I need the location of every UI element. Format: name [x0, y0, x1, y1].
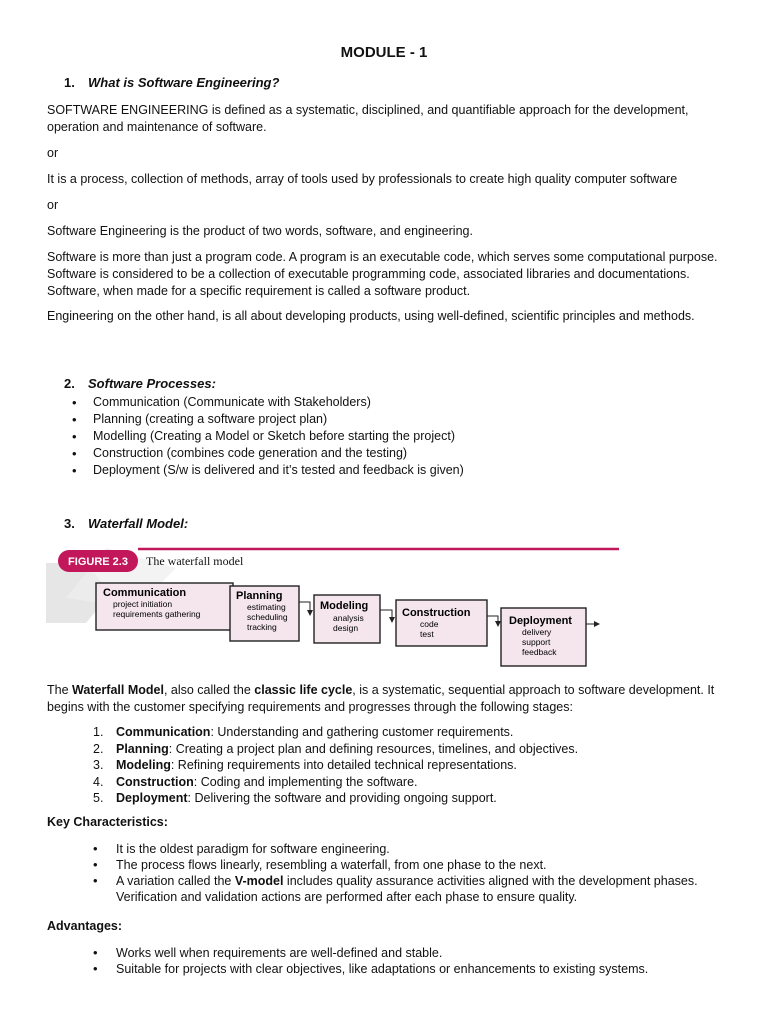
construction-box-line: test — [420, 629, 434, 639]
waterfall-figure — [46, 538, 621, 673]
process-paragraph: It is a process, collection of methods, array of tools used by professionals to create high quality computer software — [47, 172, 678, 186]
construction-box-line: code — [420, 619, 439, 629]
page-title: MODULE - 1 — [340, 44, 428, 61]
key-characteristics-list — [93, 841, 743, 905]
communication-box-line: requirements gathering — [113, 609, 201, 619]
list-item: 4. Construction: Coding and implementing the software. — [93, 774, 418, 789]
stages-list — [93, 724, 578, 807]
software-paragraph: Software is more than just a program code. A program is an executable code, which serves some computational purpose. Software is considered to be a collection of executable programming code, associated libraries and documentations. Software, when made for a specific requirement is called a software product. — [47, 250, 718, 298]
modeling-box-line: analysis — [333, 613, 364, 623]
planning-box-line: tracking — [247, 622, 277, 632]
waterfall-model-term: Waterfall Model — [72, 683, 164, 697]
section-2-heading — [64, 376, 216, 391]
classic-life-cycle-term: classic life cycle — [254, 683, 353, 697]
construction-box-title: Construction — [402, 607, 471, 619]
list-item: 3. Modeling: Refining requirements into detailed technical representations. — [93, 758, 517, 772]
or-separator-2: or — [47, 198, 59, 212]
key-characteristics-heading: Key Characteristics: — [47, 815, 168, 829]
list-item: • Works well when requirements are well-defined and stable. — [93, 945, 743, 961]
list-item: 2. Planning: Creating a project plan and defining resources, timelines, and objectives. — [93, 741, 579, 756]
communication-box-line: project initiation — [113, 599, 173, 609]
advantages-list — [93, 945, 743, 977]
planning-box-line: scheduling — [247, 612, 288, 622]
modeling-box-line: design — [333, 623, 359, 633]
advantages-heading: Advantages: — [47, 919, 123, 933]
figure-caption: The waterfall model — [146, 554, 244, 568]
list-item: • Planning (creating a software project plan) — [72, 411, 464, 428]
communication-box-title: Communication — [103, 587, 187, 599]
list-item: • Deployment (S/w is delivered and it’s tested and feedback is given) — [72, 462, 464, 479]
deployment-box-line: support — [522, 637, 551, 647]
list-item: • Construction (combines code generation and the testing) — [72, 445, 464, 462]
planning-box-title: Planning — [236, 590, 283, 602]
section-1-number: 1. — [64, 75, 75, 90]
process-list — [72, 394, 464, 479]
section-3-heading — [64, 516, 188, 531]
list-item: • Suitable for projects with clear objectives, like adaptations or enhancements to existing systems. — [93, 961, 743, 977]
definition-paragraph: SOFTWARE ENGINEERING is defined as a systematic, disciplined, and quantifiable approach for the development, operation and maintenance of software. — [47, 103, 689, 134]
list-item: 1. Communication: Understanding and gathering customer requirements. — [93, 725, 514, 739]
engineering-paragraph: Engineering on the other hand, is all about developing products, using well-defined, scientific principles and methods. — [47, 309, 695, 323]
or-separator-1: or — [47, 146, 59, 160]
modeling-box-title: Modeling — [320, 600, 369, 612]
section-3-title: Waterfall Model: — [88, 516, 189, 531]
deployment-box-line: delivery — [522, 627, 552, 637]
deployment-box-title: Deployment — [509, 615, 572, 627]
list-item: • A variation called the V-model includes quality assurance activities aligned with the development phases. Verification and validation actions are performed after each phase to ensure quality. — [93, 873, 743, 905]
list-item: 5. Deployment: Delivering the software and providing ongoing support. — [93, 791, 497, 805]
section-1-heading — [64, 75, 279, 90]
list-item: • It is the oldest paradigm for software engineering. — [93, 841, 743, 857]
figure-badge-label: FIGURE 2.3 — [68, 556, 128, 568]
list-item: • Communication (Communicate with Stakeholders) — [72, 394, 464, 411]
section-2-number: 2. — [64, 376, 75, 391]
section-2-title: Software Processes: — [88, 376, 216, 391]
product-paragraph: Software Engineering is the product of two words, software, and engineering. — [47, 224, 473, 238]
section-1-title: What is Software Engineering? — [88, 75, 280, 90]
list-item: • Modelling (Creating a Model or Sketch before starting the project) — [72, 428, 464, 445]
planning-box-line: estimating — [247, 602, 286, 612]
v-model-term: V-model — [234, 874, 284, 888]
section-3-number: 3. — [64, 516, 75, 531]
waterfall-intro: The Waterfall Model, also called the classic life cycle, is a systematic, sequential approach to software development. It begins with the customer specifying requirements and progresses through the following stages: — [47, 683, 715, 714]
list-item: • The process flows linearly, resembling a waterfall, from one phase to the next. — [93, 857, 743, 873]
deployment-box-line: feedback — [522, 647, 557, 657]
